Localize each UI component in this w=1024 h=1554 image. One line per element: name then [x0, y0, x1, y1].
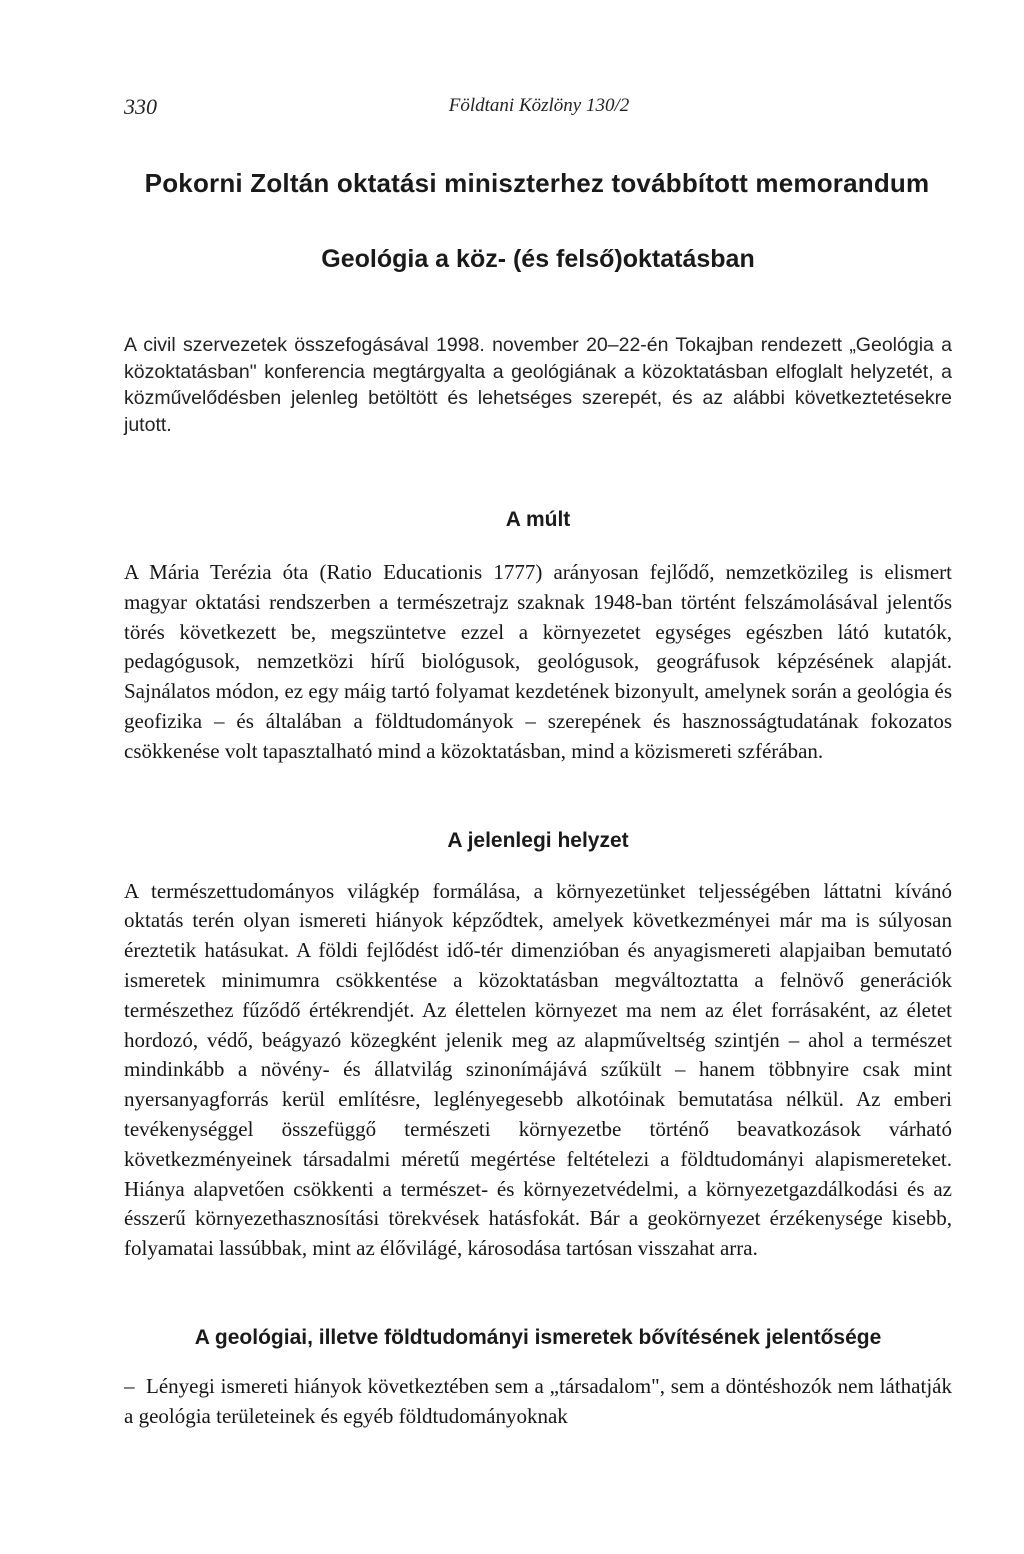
document-title: Pokorni Zoltán oktatási miniszterhez továbbított memorandum [144, 168, 930, 198]
section-body-present: A természettudományos világkép formálása, a környezetünket teljességében láttatni kívánó oktatás terén olyan ismereti hiányok képződtek, amelyek következményei már ma is súlyosan éreztetik hatásukat. A földi fejlődést idő-tér dimenzióban és anyagismereti alapjaiban bemutató ismeretek minimumra csökkentése a közoktatásban megváltoztatta a felnövő generációk természethez fűződő értékrendjét. Az élettelen környezet ma nem az élet forrásaként, az életet hordozó, védő, beágyazó közegként jelenik meg az alapműveltség szintjén – ahol a természet mindinkább a növény- és állatvilág szinonímájává szűkült – hanem többnyire csak mint nyersanyagforrás kerül említésre, leglényegesebb alkotóinak bemutatása nélkül. Az emberi tevékenységgel összefüggő természeti környezetbe történő beavatkozások várható következményeinek társadalmi méretű megértése feltételezi a földtudományi alapismereteket. Hiánya alapvetően csökkenti a természet- és környezetvédelmi, a környezetgazdálkodási és az ésszerű környezethasznosítási törekvések hatásfokát. Bár a geokörnyezet érzékenysége kisebb, folyamatai lassúbbak, mint az élővilágé, károsodása tartósan visszahat arra. [124, 878, 952, 1261]
document-subtitle: Geológia a köz- (és felső)oktatásban [321, 245, 755, 273]
section-heading-present: A jelenlegi helyzet [447, 828, 629, 852]
running-head [124, 94, 952, 120]
list-item-text: Lényegi ismereti hiányok következtében sem a „társadalom", sem a döntéshozók nem láthatják a geológia területeinek és egyéb földtudományoknak [124, 1373, 952, 1428]
section-body-past: A Mária Terézia óta (Ratio Educationis 1777) arányosan fejlődő, nemzetközileg is elismert magyar oktatási rendszerben a természetrajz szaknak 1948-ban történt felszámolásával jelentős törés következett be, megszüntetve ezzel a környezetet egységes egészben látó kutatók, pedagógusok, nemzetközi hírű biológusok, geológusok, geográfusok képzésének alapját. Sajnálatos módon, ez egy máig tartó folyamat kezdetének bizonyult, amelynek során a geológia és geofizika – és általában a földtudományok – szerepének és hasznosságtudatának fokozatos csökkenése volt tapasztalható mind a közoktatásban, mind a közismereti szférában. [124, 560, 952, 763]
section-heading-past: A múlt [505, 508, 571, 531]
intro-paragraph: A civil szervezetek összefogásával 1998. november 20–22-én Tokajban rendezett „Geológia a közoktatásban" konferencia megtárgyalta a geológiának a közoktatásban elfoglalt helyzetét, a közművelődésben jelenleg betöltött és lehetséges szerepét, és az alábbi következtetésekre jutott. [124, 334, 952, 436]
page-number: 330 [124, 94, 157, 119]
list-dash: – [124, 1373, 135, 1398]
section-heading-importance: A geológiai, illetve földtudományi ismeretek bővítésének jelentősége [194, 1325, 882, 1349]
journal-name: Földtani Közlöny 130/2 [448, 95, 630, 116]
list-item [124, 1372, 952, 1432]
